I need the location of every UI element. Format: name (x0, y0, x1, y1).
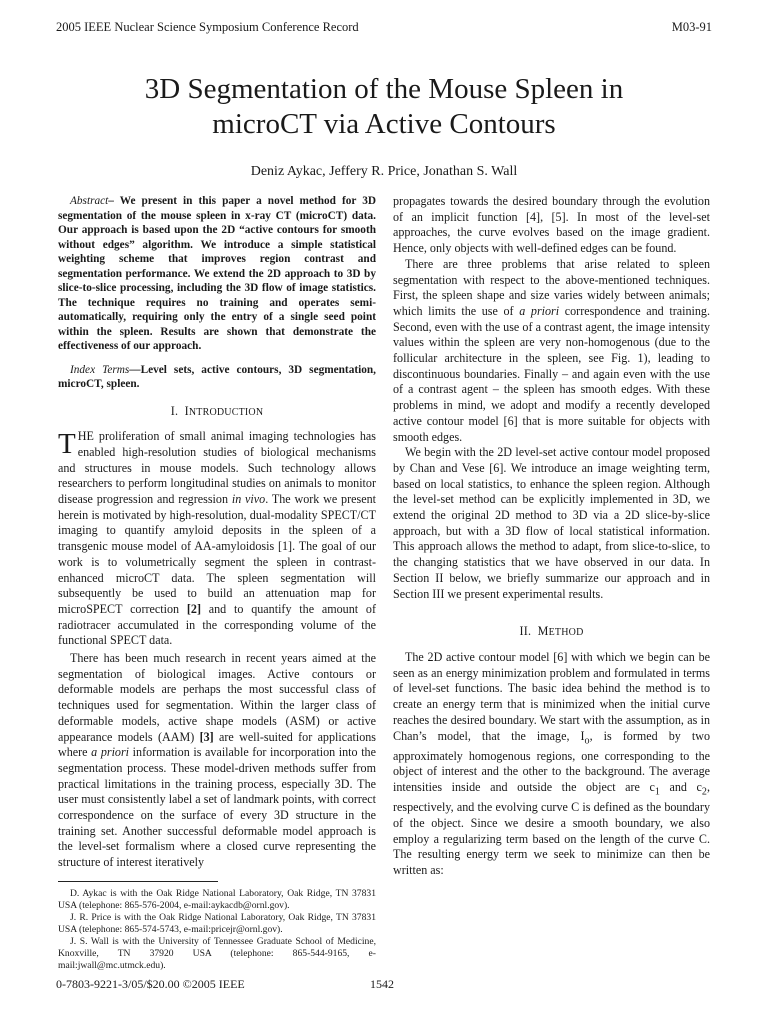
abstract-text: We present in this paper a novel method for 3D segmentation of the mouse spleen in x-ray CT (microCT) data. Our approach is based upon the 2D “active contours for smooth without edges” algorithm. We introduce a simple statistical weighting scheme that improves region contrast and segmentation performance. We extend the 2D approach to 3D by slice-to-slice processing, including the 3D flow of image statistics. The technique requires no training and operates semi-automatically, requiring only the entry of a single seed point within the spleen. Results are shown that demonstrate the effectiveness of our approach. (58, 195, 376, 352)
subscript: 1 (654, 786, 660, 798)
title-line-2: microCT via Active Contours (212, 108, 556, 140)
copyright-line: 0-7803-9221-3/05/$20.00 ©2005 IEEE (56, 977, 245, 991)
section-numeral: I. (170, 403, 179, 418)
section-heading-introduction (58, 404, 376, 421)
method-paragraph-1 (393, 650, 710, 879)
body-italic: a priori (519, 303, 560, 318)
title-line-1: 3D Segmentation of the Mouse Spleen in (144, 73, 624, 105)
drop-cap: T (58, 428, 76, 461)
running-header-conference: 2005 IEEE Nuclear Science Symposium Conference Record (56, 20, 359, 34)
index-terms-text: —Level sets, active contours, 3D segmentation, microCT, spleen. (58, 363, 377, 390)
index-terms-lead: Index Terms (70, 363, 130, 376)
left-column (58, 194, 376, 973)
citation-ref: [2] (186, 601, 201, 616)
section-smallcaps: NTRODUCTION (188, 406, 264, 418)
intro-text: are well-suited for applications where (58, 729, 377, 760)
footnote-price: J. R. Price is with the Oak Ridge National Laboratory, Oak Ridge, TN 37831 USA (telephone: 865-574-5743, e-mail:pricejr@ornl.gov). (58, 912, 376, 936)
section-heading-method (393, 624, 710, 641)
body-text: The 2D active contour model [6] with which we begin can be seen as an energy minimization problem and formulated in terms of level-set functions. The basic idea behind the method is to create an energy term that is minimized when the initial curve reaches the desired boundary. We start with the assumption, as in Chan’s model, that the image, I (393, 649, 710, 743)
intro-italic: in vivo (231, 492, 266, 507)
footnote-wall: J. S. Wall is with the University of Tennessee Graduate School of Medicine, Knoxville, TN 37920 USA (telephone: 865-544-9165, e-mail:jwall@mc.utmck.edu). (58, 936, 376, 972)
intro-text: and to quantify the amount of radiotracer accumulated in the corresponding volume of the functional SPECT data. (58, 601, 376, 648)
intro-italic: a priori (91, 745, 130, 760)
intro-text: . The work we present herein is motivated by high-resolution, dual-modality SPECT/CT imaging to quantify amyloid deposits in the spleen of a transgenic mouse model of AA-amyloidosis [1]. The goal of our work is to volumetrically segment the spleen in contrast-enhanced microCT data. The spleen segmentation will subsequently be used to build an attenuation map for microSPECT correction (58, 492, 376, 616)
body-paragraph-3: We begin with the 2D level-set active contour model proposed by Chan and Vese [6]. We introduce an image weighting term, based on local statistics, to enhance the spleen region. Although the level-set method can be explicitly implemented in 3D, we extend the original 2D method to 3D via a 2D slice-by-slice approach, but with a 3D flow of local statistical information. This approach allows the method to adapt, from slice-to-slice, to the changing statistics that we have observed in our data. In Section II below, we briefly summarize our approach and in Section III we present experimental results. (393, 445, 710, 601)
intro-text: information is available for incorporation into the segmentation process. These model-driven methods suffer from practical limitations in the training process, especially 3D. The user must consistently label a set of landmark points, with correct correspondence on the surface of every 3D structure in the training set. Another successful deformable model approach is the level-set formalism where a closed curve representing the structure of interest iteratively (58, 745, 376, 870)
abstract-lead: Abstract (70, 195, 109, 207)
body-text: and c (659, 780, 702, 795)
section-initial: M (537, 624, 549, 639)
body-text: correspondence and training. Second, even with the use of a contrast agent, the image intensity values within the spleen are very non-homogenous (due to the follicular architecture in the spleen, see Fig. 1), leading to discontinuous boundaries. Finally – and again even with the use of a contrast agent – the spleen has smooth edges. With these problems in mind, we adopt and modify a recently developed active contour model [6] that is more suitable for objects with smooth edges. (393, 303, 710, 444)
section-numeral: II. (519, 624, 532, 639)
index-terms (58, 363, 376, 392)
intro-paragraph-1 (58, 429, 376, 649)
author-list: Deniz Aykac, Jeffery R. Price, Jonathan S. Wall (250, 164, 518, 179)
abstract (58, 194, 376, 354)
page-number: 1542 (370, 977, 394, 991)
body-text: , respectively, and the evolving curve C is defined as the boundary of the object. Since we desire a smooth boundary, we also employ a regularizing term based on the length of the curve C. The resulting energy term we seek to minimize can then be written as: (393, 780, 710, 877)
intro-text: There has been much research in recent years aimed at the segmentation of biological images. Active contours or deformable models are perhaps the most successful class of techniques used for segmentation. Within the larger class of deformable models, active shape models (ASM) or active appearance models (AAM) (58, 651, 376, 744)
section-smallcaps: ETHOD (548, 627, 584, 639)
running-header-code: M03-91 (671, 20, 712, 34)
footnote-rule (58, 881, 218, 882)
abstract-dash: – (108, 195, 120, 207)
intro-text: HE proliferation of small animal imaging technologies has enabled high-resolution studies of biological mechanisms and structures in mouse models. Such technology allows researchers to perform longitudinal studies on animals to monitor disease progression and regression (58, 429, 376, 507)
section-initial: I (184, 403, 189, 418)
citation-ref: [3] (199, 729, 214, 744)
body-paragraph-1: propagates towards the desired boundary through the evolution of an implicit function [4], [5]. In most of the level-set approaches, the curve evolves based on the image gradient. Hence, only objects with well-defined edges can be found. (393, 194, 710, 256)
body-text: , is formed by two approximately homogenous regions, one corresponding to the object of interest and the other to the background. The average intensities inside and outside the object are c (393, 728, 710, 795)
paper-title (60, 72, 708, 142)
body-text: There are three problems that arise related to spleen segmentation with respect to the above-mentioned techniques. First, the spleen shape and size varies widely between animals; which limits the use of (393, 256, 710, 318)
intro-paragraph-2 (58, 651, 376, 871)
subscript: 2 (701, 786, 707, 798)
subscript: o (584, 734, 590, 746)
body-paragraph-2 (393, 257, 710, 445)
footnote-aykac: D. Aykac is with the Oak Ridge National Laboratory, Oak Ridge, TN 37831 USA (telephone: 865-576-2004, e-mail:aykacdb@ornl.gov). (58, 887, 376, 911)
right-column (393, 194, 710, 879)
